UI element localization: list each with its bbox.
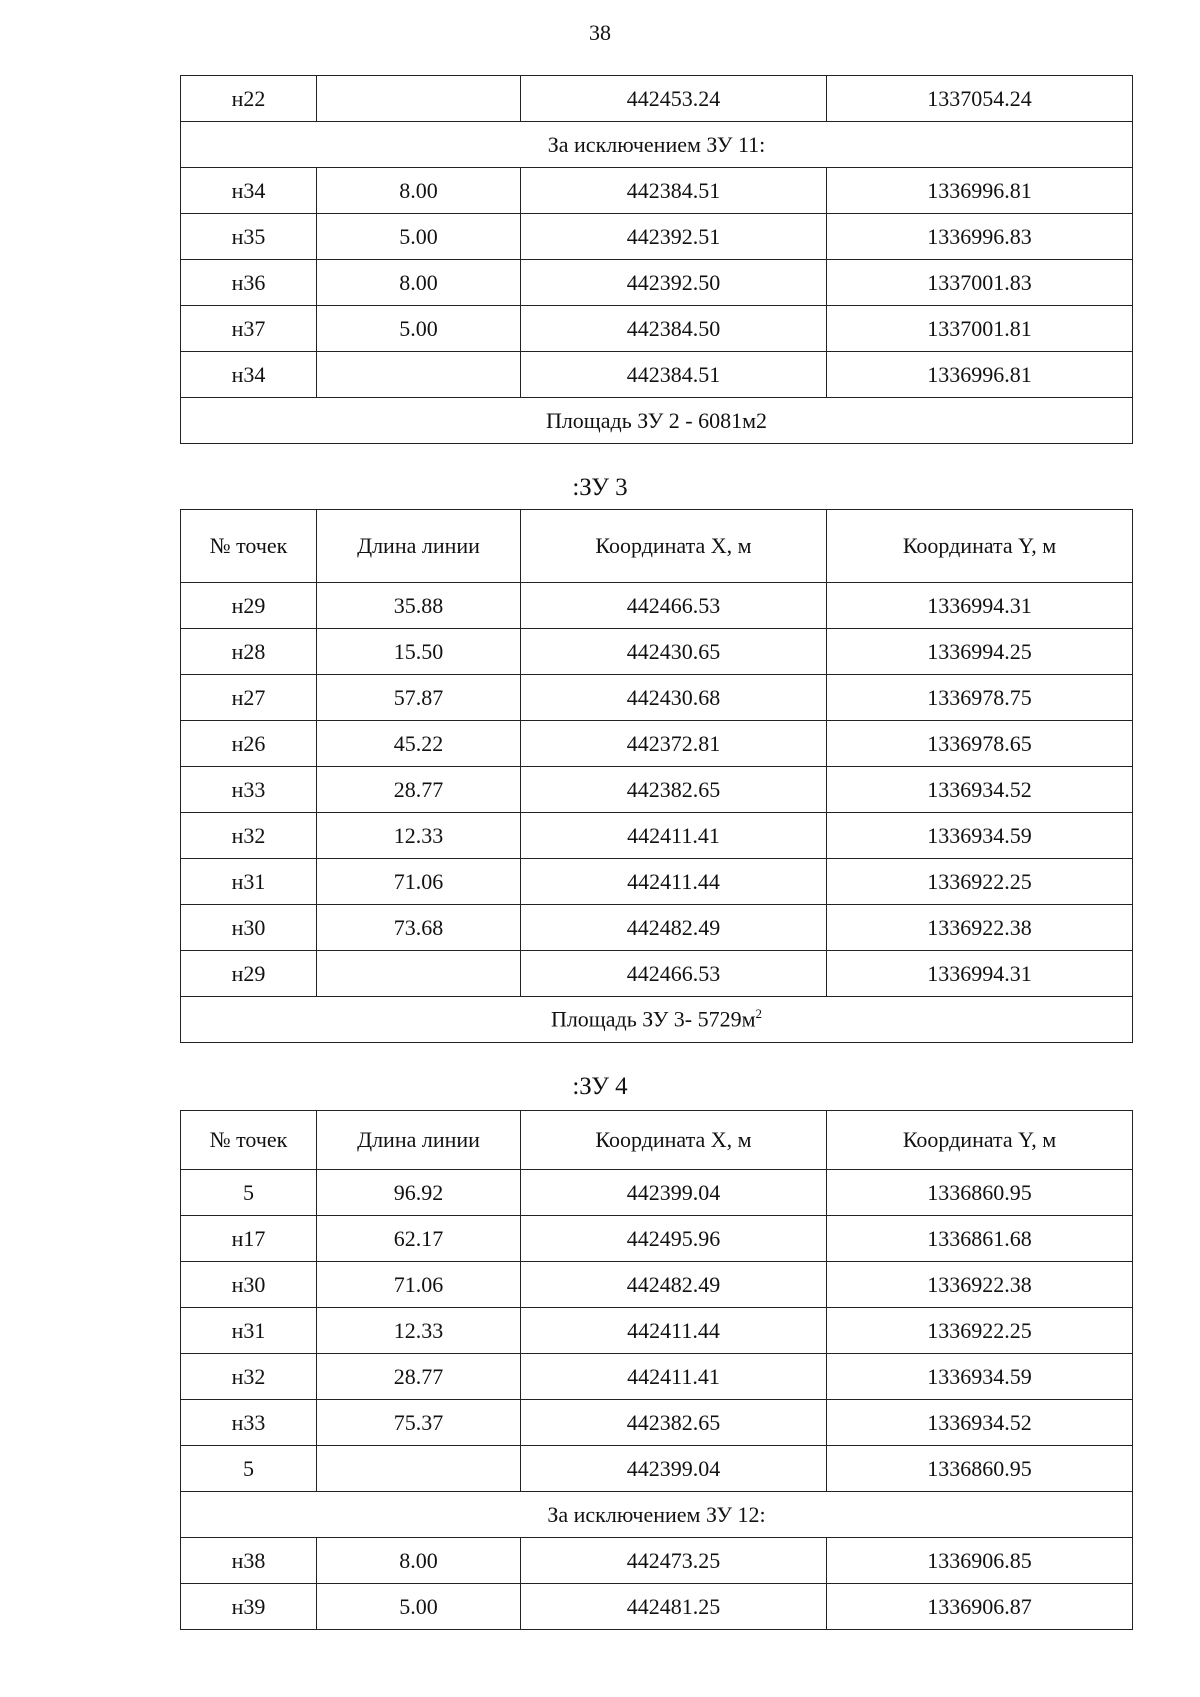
area-superscript: 2 bbox=[755, 1006, 763, 1022]
coordinate-x-cell: 442392.50 bbox=[521, 260, 827, 306]
section-title-zu4: :ЗУ 4 bbox=[572, 1073, 628, 1100]
coordinate-y-cell: 1336978.65 bbox=[827, 721, 1133, 767]
line-length-cell: 8.00 bbox=[317, 168, 521, 214]
coordinate-y-cell: 1336906.87 bbox=[827, 1584, 1133, 1630]
table-row bbox=[181, 721, 1133, 767]
coordinate-x-cell: 442392.51 bbox=[521, 214, 827, 260]
table-row bbox=[181, 1170, 1133, 1216]
line-length-cell: 12.33 bbox=[317, 1308, 521, 1354]
coordinate-x-cell: 442430.65 bbox=[521, 629, 827, 675]
coordinate-x-cell: 442384.50 bbox=[521, 306, 827, 352]
line-length-cell: 5.00 bbox=[317, 1584, 521, 1630]
table-row bbox=[181, 122, 1133, 168]
point-number-cell: н26 bbox=[181, 721, 317, 767]
area-label-text: Площадь ЗУ 3- 5729м bbox=[550, 1006, 756, 1032]
header-line-length: Длина линии bbox=[317, 1111, 521, 1170]
coordinate-x-cell: 442466.53 bbox=[521, 583, 827, 629]
header-coordinate-y: Координата Y, м bbox=[827, 510, 1133, 583]
point-number-cell: н31 bbox=[181, 1308, 317, 1354]
table-row bbox=[181, 1584, 1133, 1630]
coordinate-y-cell: 1336922.38 bbox=[827, 905, 1133, 951]
line-length-cell: 62.17 bbox=[317, 1216, 521, 1262]
point-number-cell: н36 bbox=[181, 260, 317, 306]
line-length-cell: 5.00 bbox=[317, 306, 521, 352]
table-row bbox=[181, 76, 1133, 122]
coordinate-y-cell: 1336994.25 bbox=[827, 629, 1133, 675]
coordinate-y-cell: 1336861.68 bbox=[827, 1216, 1133, 1262]
coordinate-x-cell: 442384.51 bbox=[521, 352, 827, 398]
table-row bbox=[181, 1216, 1133, 1262]
table-row bbox=[181, 260, 1133, 306]
point-number-cell: н30 bbox=[181, 1262, 317, 1308]
coordinate-x-cell: 442481.25 bbox=[521, 1584, 827, 1630]
table-row bbox=[181, 629, 1133, 675]
point-number-cell: 5 bbox=[181, 1446, 317, 1492]
line-length-cell: 28.77 bbox=[317, 767, 521, 813]
header-coordinate-x: Координата X, м bbox=[521, 510, 827, 583]
line-length-cell: 35.88 bbox=[317, 583, 521, 629]
coordinate-y-cell: 1336934.52 bbox=[827, 1400, 1133, 1446]
coordinate-y-cell: 1336922.25 bbox=[827, 1308, 1133, 1354]
table-row bbox=[181, 352, 1133, 398]
point-number-cell: н28 bbox=[181, 629, 317, 675]
header-point-number: № точек bbox=[181, 510, 317, 583]
point-number-cell: н22 bbox=[181, 76, 317, 122]
table-row bbox=[181, 997, 1133, 1043]
coordinate-x-cell: 442384.51 bbox=[521, 168, 827, 214]
table-row bbox=[181, 398, 1133, 444]
point-number-cell: н35 bbox=[181, 214, 317, 260]
point-number-cell: н39 bbox=[181, 1584, 317, 1630]
coordinate-x-cell: 442466.53 bbox=[521, 951, 827, 997]
area-label bbox=[181, 997, 1133, 1043]
line-length-cell bbox=[317, 76, 521, 122]
point-number-cell: н17 bbox=[181, 1216, 317, 1262]
coordinate-x-cell: 442399.04 bbox=[521, 1446, 827, 1492]
point-number-cell: н31 bbox=[181, 859, 317, 905]
coordinate-x-cell: 442453.24 bbox=[521, 76, 827, 122]
point-number-cell: н30 bbox=[181, 905, 317, 951]
coordinate-x-cell: 442411.41 bbox=[521, 1354, 827, 1400]
coordinates-table-zu3 bbox=[180, 509, 1133, 1043]
coordinate-y-cell: 1336934.59 bbox=[827, 813, 1133, 859]
coordinate-x-cell: 442430.68 bbox=[521, 675, 827, 721]
coordinate-y-cell: 1336922.25 bbox=[827, 859, 1133, 905]
table-row bbox=[181, 214, 1133, 260]
line-length-cell bbox=[317, 1446, 521, 1492]
coordinate-x-cell: 442495.96 bbox=[521, 1216, 827, 1262]
point-number-cell: н38 bbox=[181, 1538, 317, 1584]
table-row bbox=[181, 1262, 1133, 1308]
line-length-cell: 96.92 bbox=[317, 1170, 521, 1216]
line-length-cell: 75.37 bbox=[317, 1400, 521, 1446]
coordinate-y-cell: 1336996.81 bbox=[827, 168, 1133, 214]
coordinate-y-cell: 1336996.83 bbox=[827, 214, 1133, 260]
table-row bbox=[181, 1492, 1133, 1538]
coordinates-table-zu2 bbox=[180, 75, 1133, 444]
line-length-cell bbox=[317, 951, 521, 997]
coordinate-x-cell: 442482.49 bbox=[521, 905, 827, 951]
coordinate-y-cell: 1336860.95 bbox=[827, 1170, 1133, 1216]
coordinate-x-cell: 442382.65 bbox=[521, 767, 827, 813]
line-length-cell: 5.00 bbox=[317, 214, 521, 260]
coordinate-y-cell: 1336994.31 bbox=[827, 951, 1133, 997]
coordinate-y-cell: 1336996.81 bbox=[827, 352, 1133, 398]
coordinate-x-cell: 442382.65 bbox=[521, 1400, 827, 1446]
point-number-cell: н33 bbox=[181, 767, 317, 813]
exclusion-label-text: За исключением ЗУ 12: bbox=[547, 1501, 766, 1527]
line-length-cell: 73.68 bbox=[317, 905, 521, 951]
coordinate-x-cell: 442399.04 bbox=[521, 1170, 827, 1216]
line-length-cell: 8.00 bbox=[317, 260, 521, 306]
coordinate-y-cell: 1336934.59 bbox=[827, 1354, 1133, 1400]
coordinate-x-cell: 442473.25 bbox=[521, 1538, 827, 1584]
area-label-text: Площадь ЗУ 2 - 6081м2 bbox=[545, 407, 768, 433]
line-length-cell: 28.77 bbox=[317, 1354, 521, 1400]
table-body bbox=[181, 583, 1133, 1043]
exclusion-label bbox=[181, 122, 1133, 168]
point-number-cell: н32 bbox=[181, 813, 317, 859]
table-row bbox=[181, 1538, 1133, 1584]
line-length-cell bbox=[317, 352, 521, 398]
area-label bbox=[181, 398, 1133, 444]
table-row bbox=[181, 168, 1133, 214]
coordinate-y-cell: 1337054.24 bbox=[827, 76, 1133, 122]
point-number-cell: н29 bbox=[181, 951, 317, 997]
header-coordinate-x: Координата X, м bbox=[521, 1111, 827, 1170]
coordinate-y-cell: 1337001.83 bbox=[827, 260, 1133, 306]
point-number-cell: н32 bbox=[181, 1354, 317, 1400]
line-length-cell: 8.00 bbox=[317, 1538, 521, 1584]
coordinate-y-cell: 1336860.95 bbox=[827, 1446, 1133, 1492]
coordinate-y-cell: 1336934.52 bbox=[827, 767, 1133, 813]
table-row bbox=[181, 767, 1133, 813]
table-row bbox=[181, 675, 1133, 721]
line-length-cell: 57.87 bbox=[317, 675, 521, 721]
table-row bbox=[181, 859, 1133, 905]
table-header-row bbox=[181, 510, 1133, 583]
coordinate-x-cell: 442411.41 bbox=[521, 813, 827, 859]
header-coordinate-y: Координата Y, м bbox=[827, 1111, 1133, 1170]
table-row bbox=[181, 1354, 1133, 1400]
section-title-zu3: :ЗУ 3 bbox=[572, 474, 628, 501]
coordinate-y-cell: 1336994.31 bbox=[827, 583, 1133, 629]
table-row bbox=[181, 951, 1133, 997]
line-length-cell: 71.06 bbox=[317, 1262, 521, 1308]
line-length-cell: 71.06 bbox=[317, 859, 521, 905]
line-length-cell: 45.22 bbox=[317, 721, 521, 767]
coordinate-y-cell: 1336922.38 bbox=[827, 1262, 1133, 1308]
table-row bbox=[181, 306, 1133, 352]
table-row bbox=[181, 905, 1133, 951]
coordinate-x-cell: 442482.49 bbox=[521, 1262, 827, 1308]
coordinate-x-cell: 442411.44 bbox=[521, 859, 827, 905]
table-row bbox=[181, 583, 1133, 629]
line-length-cell: 15.50 bbox=[317, 629, 521, 675]
line-length-cell: 12.33 bbox=[317, 813, 521, 859]
coordinate-y-cell: 1336906.85 bbox=[827, 1538, 1133, 1584]
table-row bbox=[181, 813, 1133, 859]
exclusion-label bbox=[181, 1492, 1133, 1538]
point-number-cell: н29 bbox=[181, 583, 317, 629]
table-body bbox=[181, 76, 1133, 444]
table-header-row bbox=[181, 1111, 1133, 1170]
point-number-cell: н27 bbox=[181, 675, 317, 721]
table-row bbox=[181, 1400, 1133, 1446]
table-row bbox=[181, 1308, 1133, 1354]
coordinate-x-cell: 442372.81 bbox=[521, 721, 827, 767]
coordinate-y-cell: 1336978.75 bbox=[827, 675, 1133, 721]
point-number-cell: н33 bbox=[181, 1400, 317, 1446]
page-number: 38 bbox=[589, 20, 611, 45]
point-number-cell: н34 bbox=[181, 352, 317, 398]
coordinates-table-zu4 bbox=[180, 1110, 1133, 1630]
table-row bbox=[181, 1446, 1133, 1492]
point-number-cell: 5 bbox=[181, 1170, 317, 1216]
header-point-number: № точек bbox=[181, 1111, 317, 1170]
header-line-length: Длина линии bbox=[317, 510, 521, 583]
exclusion-label-text: За исключением ЗУ 11: bbox=[547, 131, 766, 157]
point-number-cell: н37 bbox=[181, 306, 317, 352]
point-number-cell: н34 bbox=[181, 168, 317, 214]
coordinate-y-cell: 1337001.81 bbox=[827, 306, 1133, 352]
table-body bbox=[181, 1170, 1133, 1630]
coordinate-x-cell: 442411.44 bbox=[521, 1308, 827, 1354]
